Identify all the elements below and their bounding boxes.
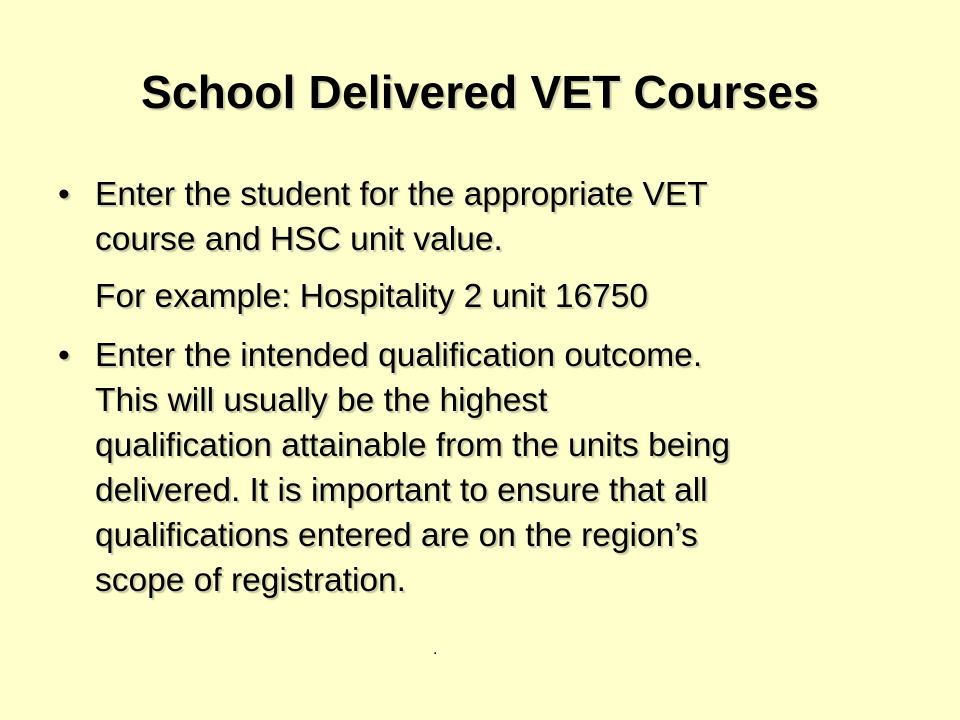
footer-mark: . bbox=[433, 641, 438, 658]
bullet-line: qualifications entered are on the region’s bbox=[95, 517, 698, 554]
bullet-line: This will usually be the highest bbox=[95, 382, 548, 419]
bullet-line: Enter the intended qualification outcome. bbox=[95, 337, 703, 374]
example-text: For example: Hospitality 2 unit 16750 bbox=[95, 278, 649, 315]
bullet-line: qualification attainable from the units being bbox=[95, 427, 731, 464]
bullet-item-qualification-outcome bbox=[58, 333, 938, 603]
bullet-marker: • bbox=[58, 176, 70, 213]
bullet-item-course-entry bbox=[58, 172, 938, 262]
bullet-line: Enter the student for the appropriate VET bbox=[95, 176, 708, 213]
bullet-marker: • bbox=[58, 337, 70, 374]
slide-title: School Delivered VET Courses bbox=[141, 66, 819, 118]
bullet-line: delivered. It is important to ensure that all bbox=[95, 472, 708, 509]
bullet-line: scope of registration. bbox=[95, 562, 406, 599]
slide-body bbox=[58, 172, 938, 603]
bullet-line: course and HSC unit value. bbox=[95, 221, 503, 258]
